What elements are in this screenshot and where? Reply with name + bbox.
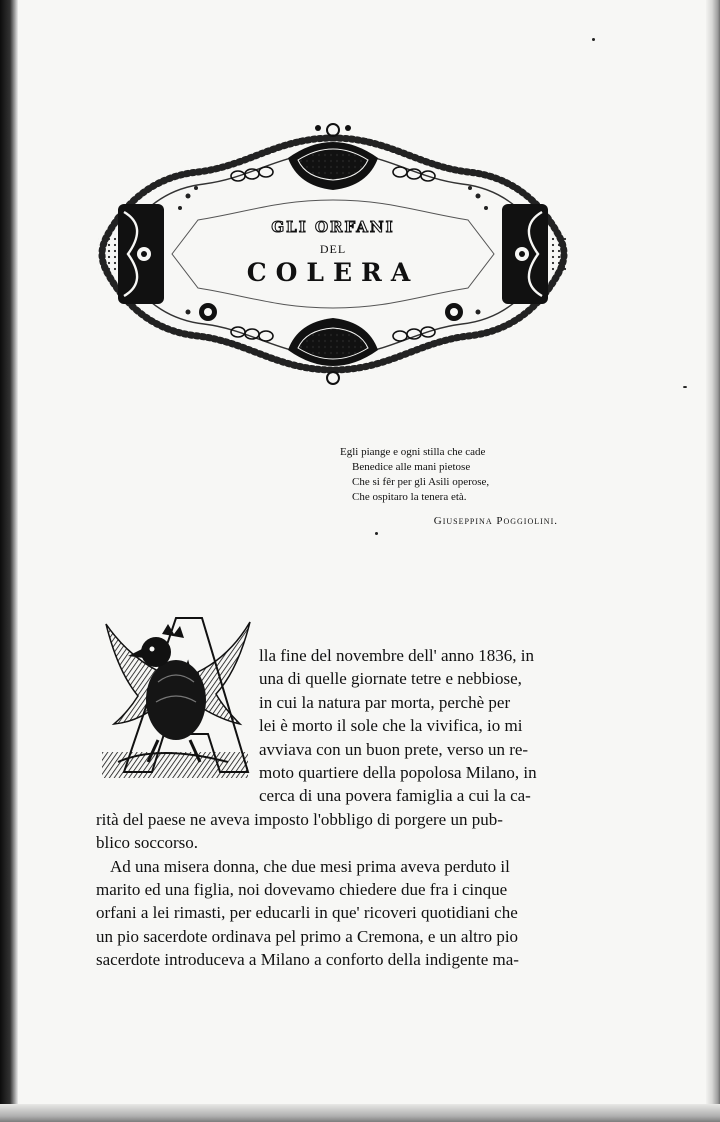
epigraph-line: Benedice alle mani pietose [352, 461, 471, 473]
ink-speck [592, 38, 595, 41]
bottom-scroll-icon [288, 318, 378, 384]
body-line: un pio sacerdote ordinava pel primo a Cremona, e un altro pio [96, 926, 519, 946]
ink-speck [375, 532, 378, 535]
body-line: orfani a lei rimasti, per educarli in que' ricoveri quotidiani che [96, 903, 518, 923]
title-line-del: DEL [319, 242, 347, 256]
title-line-gli-orfani: GLI ORFANI [271, 218, 395, 236]
body-line: sacerdote introduceva a Milano a conforto della indigente ma- [96, 950, 519, 970]
page-right-edge [706, 0, 720, 1122]
epigraph-line: Che ospitaro la tenera età. [352, 491, 467, 503]
body-line: Ad una misera donna, che due mesi prima aveva perduto il [110, 856, 510, 876]
epigraph-author: Giuseppina Poggiolini. [433, 515, 558, 527]
body-line: cerca di una povera famiglia a cui la ca- [259, 786, 531, 806]
page-bottom-edge [0, 1104, 720, 1122]
body-line: blico soccorso. [96, 833, 198, 853]
ink-speck [683, 386, 687, 388]
body-line: moto quartiere della popolosa Milano, in [259, 763, 537, 783]
body-text [96, 644, 576, 972]
body-line: rità del paese ne aveva imposto l'obbligo di porgere un pub- [96, 809, 503, 829]
epigraph [340, 445, 570, 529]
title-cartouche [88, 116, 578, 392]
epigraph-line: Egli piange e ogni stilla che cade [340, 446, 486, 458]
body-line: marito ed una figlia, noi dovevamo chiedere due fra i cinque [96, 880, 508, 900]
title-line-colera: COLERA [246, 258, 420, 287]
epigraph-line: Che si fêr per gli Asili operose, [352, 476, 490, 488]
body-line: in cui la natura par morta, perchè per [259, 692, 511, 712]
body-line: una di quelle giornate tetre e nebbiose, [259, 669, 522, 689]
body-line: lei è morto il sole che la vivifica, io mi [259, 716, 523, 736]
body-line: avviava con un buon prete, verso un re- [259, 739, 529, 759]
binding-shadow [0, 0, 18, 1122]
body-line: lla fine del novembre dell' anno 1836, in [259, 646, 534, 665]
top-scroll-icon [288, 124, 378, 190]
